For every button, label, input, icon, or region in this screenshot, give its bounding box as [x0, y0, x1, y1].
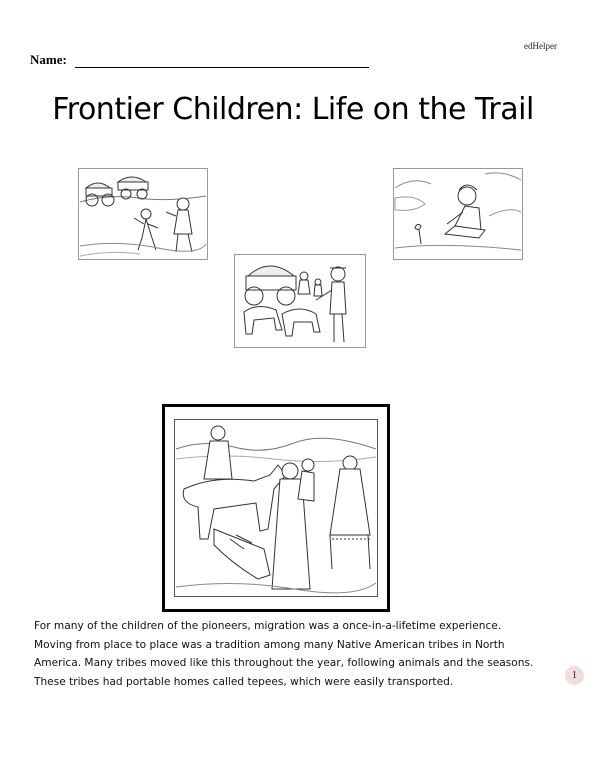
page-number-badge: 1 — [565, 666, 584, 685]
brand-label: edHelper — [524, 41, 557, 51]
illustration-boy-sitting — [393, 168, 523, 260]
paragraph-line: For many of the children of the pioneers, migration was a once-in-a-lifetime experience. — [34, 620, 502, 632]
page-title: Frontier Children: Life on the Trail — [52, 92, 534, 127]
body-paragraph — [34, 617, 564, 691]
illustration-wagon-children — [78, 168, 208, 260]
paragraph-line: These tribes had portable homes called tepees, which were easily transported. — [34, 675, 454, 688]
paragraph-line: America. Many tribes moved like this throughout the year, following animals and the seasons. — [34, 657, 534, 669]
name-label: Name: — [30, 52, 67, 67]
paragraph-line: Moving from place to place was a tradition among many Native American tribes in North — [34, 638, 505, 651]
framed-illustration-tribe-travel — [162, 404, 390, 612]
name-field-row — [30, 52, 369, 68]
illustration-wagon-oxen — [234, 254, 366, 348]
name-blank-line[interactable] — [75, 53, 369, 68]
